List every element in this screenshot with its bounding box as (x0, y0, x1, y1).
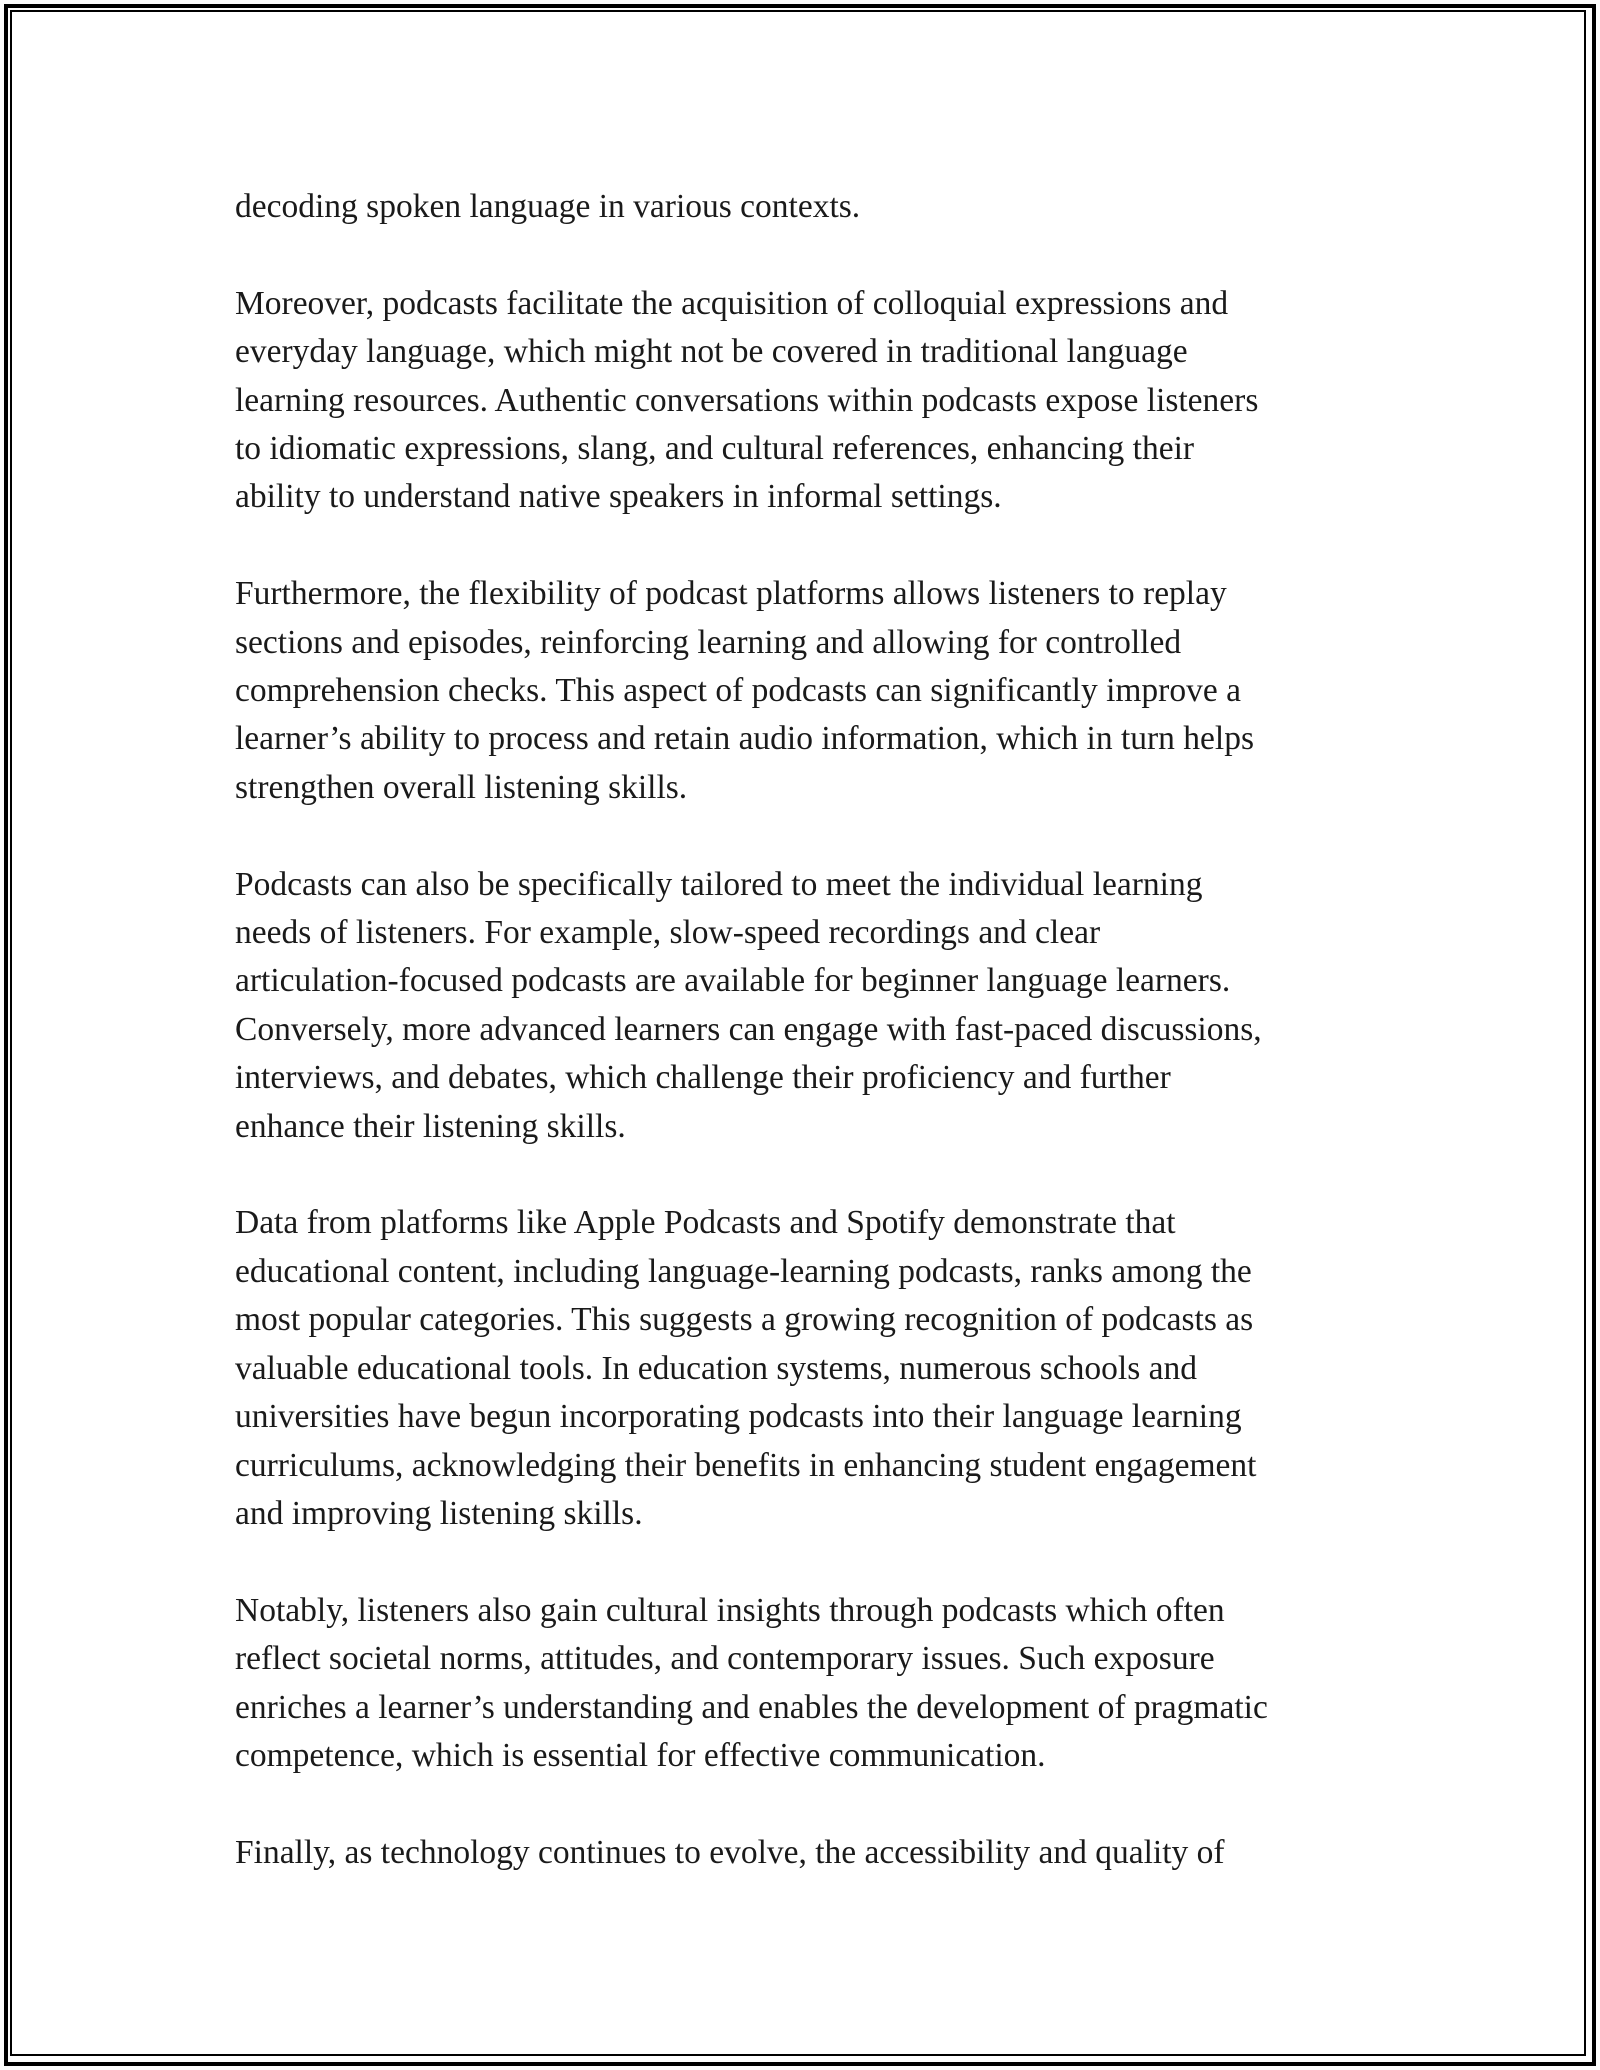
text-line: valuable educational tools. In education systems, numerous schools and (235, 1349, 1197, 1387)
paragraph (235, 280, 1385, 522)
paragraph (235, 1587, 1385, 1781)
text-line: learner’s ability to process and retain audio information, which in turn helps (235, 720, 1255, 758)
paragraph (235, 1829, 1385, 1877)
paragraph (235, 570, 1385, 812)
text-line: Notably, listeners also gain cultural insights through podcasts which often (235, 1591, 1225, 1629)
text-line: Conversely, more advanced learners can engage with fast-paced discussions, (235, 1010, 1262, 1048)
text-line: learning resources. Authentic conversations within podcasts expose listeners (235, 381, 1259, 419)
text-line: needs of listeners. For example, slow-speed recordings and clear (235, 914, 1101, 952)
text-line: educational content, including language-learning podcasts, ranks among the (235, 1252, 1252, 1290)
text-line: sections and episodes, reinforcing learning and allowing for controlled (235, 623, 1182, 661)
text-line: decoding spoken language in various contexts. (235, 188, 861, 225)
text-line: and improving listening skills. (235, 1494, 643, 1532)
document-body (235, 183, 1385, 1926)
text-line: reflect societal norms, attitudes, and contemporary issues. Such exposure (235, 1640, 1215, 1678)
text-line: Data from platforms like Apple Podcasts and Spotify demonstrate that (235, 1204, 1176, 1242)
text-line: ability to understand native speakers in informal settings. (235, 478, 1002, 516)
paragraph (235, 861, 1385, 1151)
text-line: enriches a learner’s understanding and enables the development of pragmatic (235, 1688, 1268, 1726)
text-line: enhance their listening skills. (235, 1107, 626, 1145)
text-line: Finally, as technology continues to evolve, the accessibility and quality of (235, 1833, 1225, 1871)
text-line: curriculums, acknowledging their benefits in enhancing student engagement (235, 1446, 1257, 1484)
text-line: everyday language, which might not be covered in traditional language (235, 333, 1188, 371)
text-line: comprehension checks. This aspect of podcasts can significantly improve a (235, 672, 1241, 710)
text-line: Podcasts can also be specifically tailored to meet the individual learning (235, 865, 1203, 903)
text-line: Moreover, podcasts facilitate the acquisition of colloquial expressions and (235, 284, 1229, 322)
text-line: to idiomatic expressions, slang, and cultural references, enhancing their (235, 430, 1195, 468)
text-line: Furthermore, the flexibility of podcast platforms allows listeners to replay (235, 575, 1227, 613)
text-line: competence, which is essential for effective communication. (235, 1736, 1046, 1774)
paragraph (235, 183, 1385, 231)
text-line: strengthen overall listening skills. (235, 768, 688, 806)
text-line: most popular categories. This suggests a growing recognition of podcasts as (235, 1301, 1254, 1339)
text-line: interviews, and debates, which challenge their proficiency and further (235, 1059, 1171, 1097)
text-line: articulation-focused podcasts are available for beginner language learners. (235, 962, 1231, 1000)
text-line: universities have begun incorporating podcasts into their language learning (235, 1398, 1242, 1436)
paragraph (235, 1199, 1385, 1538)
